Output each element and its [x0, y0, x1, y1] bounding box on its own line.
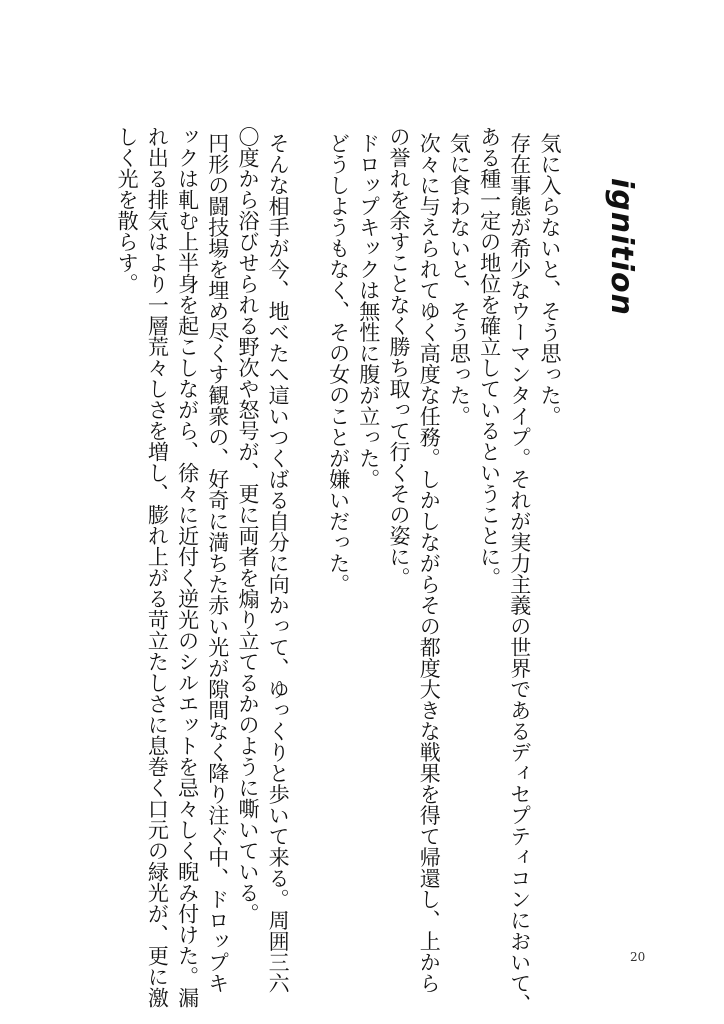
paragraph: 存在事態が希少なウーマンタイプ。それが実力主義の世界であるディセプティコンにおいて、 ある種一定の地位を確立しているということに。 — [477, 126, 532, 1015]
blank-line — [293, 126, 323, 926]
vertical-body-text — [115, 126, 565, 1015]
paragraph: 次々に与えられてゆく高度な任務。しかしながらその都度大きな戦果を得て帰還し、上から の誉れを余すことなく勝ち取って行くその姿に。 — [386, 126, 442, 994]
paragraph: 気に食わないと、そう思った。 — [447, 126, 472, 427]
paragraph: そんな相手が今、地べたへ這いつくばる自分に向かって、ゆっくりと歩いて来る。周囲三六 〇度から浴びせられる野次や怒号が、更に両者を煽り立てるかのように嘶いている。 — [235, 126, 291, 994]
paragraph: ドロップキックは無性に腹が立った。 — [356, 126, 381, 490]
paragraph: 気に入らないと、そう思った。 — [538, 126, 562, 427]
running-header: ignition — [604, 178, 639, 316]
paragraph: どうしようもなく、その女のことが嫌いだった。 — [326, 126, 351, 595]
paragraph: 円形の闘技場を埋め尽くす観衆の、好奇に満ちた赤い光が隙間なく降り注ぐ中、ドロップキ ックは軋む上半身を起こしながら、徐々に近付く逆光のシルエットを忌々しく睨み付けた。漏 れ出る排気はより一層荒々しさを増し、膨れ上がる苛立たしさに息巻く口元の緑光が、更に激 しく光を散らす。 — [115, 126, 230, 1008]
page-number: 20 — [630, 950, 646, 964]
